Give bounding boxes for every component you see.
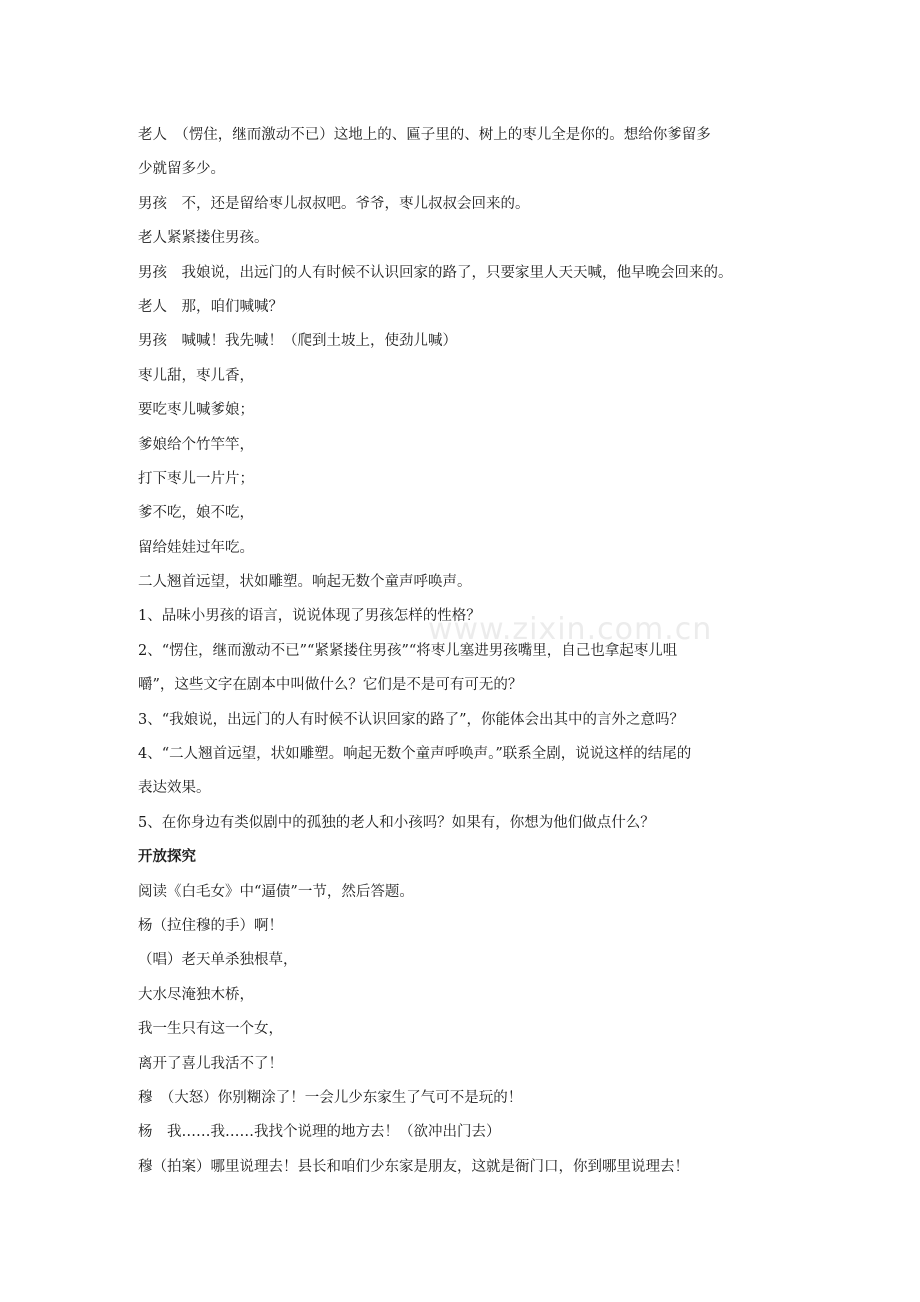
question-3: 3、“我娘说，出远门的人有时候不认识回家的路了”，你能体会出其中的言外之意吗？ [138,711,685,728]
text-line: 男孩 我娘说，出远门的人有时候不认识回家的路了，只要家里人天天喊，他早晚会回来的。 [138,264,733,281]
text-line: 杨（拉住穆的手）啊！ [138,917,283,934]
text-line: 我一生只有这一个女， [138,1021,283,1038]
text-line: 枣儿甜，枣儿香， [138,367,254,384]
text-line: 打下枣儿一片片； [138,470,254,487]
question-1: 1、品味小男孩的语言，说说体现了男孩怎样的性格？ [138,608,481,625]
text-line: 要吃枣儿喊爹娘； [138,402,254,419]
text-line: 离开了喜儿我活不了！ [138,1055,283,1072]
text-line: 大水尽淹独木桥， [138,986,254,1003]
text-line: 男孩 喊喊！我先喊！（爬到土坡上，使劲儿喊） [138,333,457,350]
question-4-cont: 表达效果。 [138,780,211,797]
text-line: 留给娃娃过年吃。 [138,539,254,556]
text-line: 杨 我……我……我找个说理的地方去！（欲冲出门去） [138,1124,501,1141]
text-line: 穆 （大怒）你别糊涂了！一会儿少东家生了气可不是玩的！ [138,1089,523,1106]
text-line: （唱）老天单杀独根草， [138,952,298,969]
document-body [138,118,788,1184]
text-line: 阅读《白毛女》中“逼债”一节，然后答题。 [138,883,414,900]
text-line: 少就留多少。 [138,161,225,178]
text-line: 二人翘首远望，状如雕塑。响起无数个童声呼唤声。 [138,574,472,591]
question-5: 5、在你身边有类似剧中的孤独的老人和小孩吗？如果有，你想为他们做点什么？ [138,814,655,831]
question-4: 4、“二人翘首远望，状如雕塑。响起无数个童声呼唤声。”联系全剧，说说这样的结尾的 [138,746,692,763]
text-line: 穆（拍案）哪里说理去！县长和咱们少东家是朋友，这就是衙门口，你到哪里说理去！ [138,1158,689,1175]
text-line: 老人 （愣住，继而激动不已）这地上的、匾子里的、树上的枣儿全是你的。想给你爹留多 [138,127,711,143]
text-line: 老人紧紧搂住男孩。 [138,230,269,247]
text-line: 爹娘给个竹竿竿， [138,436,254,453]
question-2-cont: 嚼”，这些文字在剧本中叫做什么？它们是不是可有可无的？ [138,677,523,694]
watermark: www.zixin.com.cn [428,612,713,647]
question-2: 2、“愣住，继而激动不已”“紧紧搂住男孩”“将枣儿塞进男孩嘴里，自己也拿起枣儿咀 [138,642,678,659]
text-line: 爹不吃，娘不吃， [138,505,254,522]
text-line: 老人 那，咱们喊喊？ [138,298,283,315]
text-line: 男孩 不，还是留给枣儿叔叔吧。爷爷，枣儿叔叔会回来的。 [138,195,530,212]
section-heading: 开放探究 [138,849,196,866]
